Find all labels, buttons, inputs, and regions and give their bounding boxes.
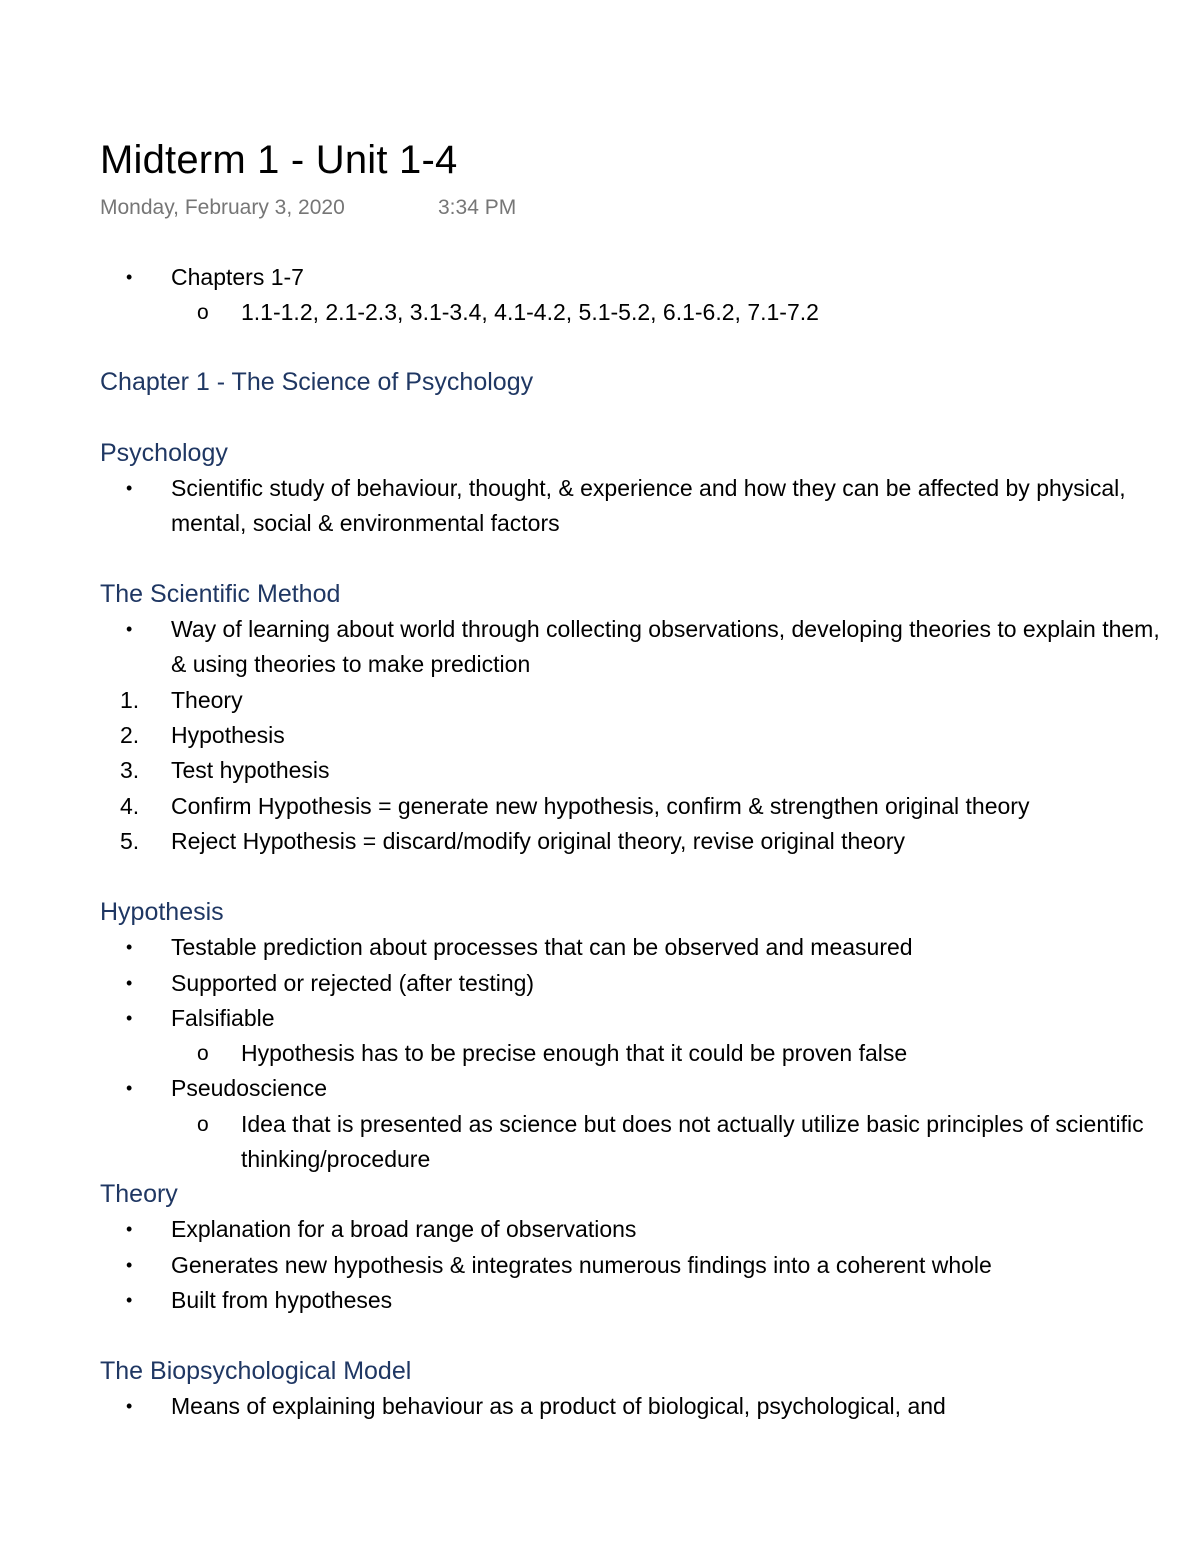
list-item: • Scientific study of behaviour, thought, & experience and how they can be affected by physical, mental, social & environmental factors [100,471,1180,542]
bullet-icon: • [126,1078,133,1099]
list-item: • Pseudoscience [100,1071,1180,1106]
circle-bullet-icon: o [197,1112,209,1136]
section-heading-biopsychological-model: The Biopsychological Model [100,1357,412,1386]
sub-list-item: o Idea that is presented as science but does not actually utilize basic principles of scientific thinking/procedure [100,1107,1180,1178]
bullet-icon: • [126,1396,133,1417]
sub-list-item: o 1.1-1.2, 2.1-2.3, 3.1-3.4, 4.1-4.2, 5.1-5.2, 6.1-6.2, 7.1-7.2 [100,295,1180,330]
list-item: • Supported or rejected (after testing) [100,966,1180,1001]
bullet-icon: • [126,267,133,287]
numbered-item: 4. Confirm Hypothesis = generate new hypothesis, confirm & strengthen original theory [120,792,1030,819]
section-heading-psychology: Psychology [100,438,228,467]
section-heading-hypothesis: Hypothesis [100,898,224,927]
list-item: • Testable prediction about processes that can be observed and measured [100,930,1180,965]
list-item: • Explanation for a broad range of observations [100,1212,1180,1247]
note-date: Monday, February 3, 2020 [100,196,345,219]
bullet-icon: • [126,619,133,640]
numbered-item: 3. Test hypothesis [120,757,330,784]
note-time: 3:34 PM [438,196,517,219]
list-item: • Generates new hypothesis & integrates numerous findings into a coherent whole [100,1248,1180,1283]
numbered-item: 2. Hypothesis [120,722,285,749]
bullet-icon: • [126,477,133,498]
section-heading-scientific-method: The Scientific Method [100,580,341,609]
list-item: • Chapters 1-7 [100,260,1180,295]
chapter-heading: Chapter 1 - The Science of Psychology [100,367,534,396]
bullet-icon: • [126,1289,133,1310]
page-title: Midterm 1 - Unit 1-4 [100,138,458,182]
circle-bullet-icon: o [197,1042,209,1066]
note-timestamp [100,194,1180,222]
bullet-icon: • [126,1219,133,1240]
sub-list-item: o Hypothesis has to be precise enough that it could be proven false [100,1036,1180,1071]
list-item: • Built from hypotheses [100,1283,1180,1318]
bullet-icon: • [126,972,133,993]
bullet-icon: • [126,1254,133,1275]
list-item: • Way of learning about world through collecting observations, developing theories to explain them, & using theories to make prediction [100,612,1180,683]
bullet-icon: • [126,937,133,958]
bullet-icon: • [126,1007,133,1028]
note-content [100,132,1180,1434]
numbered-item: 5. Reject Hypothesis = discard/modify original theory, revise original theory [120,827,905,854]
circle-bullet-icon: o [197,301,209,325]
numbered-item: 1. Theory [120,686,243,713]
list-item: • Falsifiable [100,1001,1180,1036]
section-heading-theory: Theory [100,1180,178,1209]
list-item: • Means of explaining behaviour as a product of biological, psychological, and [100,1389,1180,1424]
